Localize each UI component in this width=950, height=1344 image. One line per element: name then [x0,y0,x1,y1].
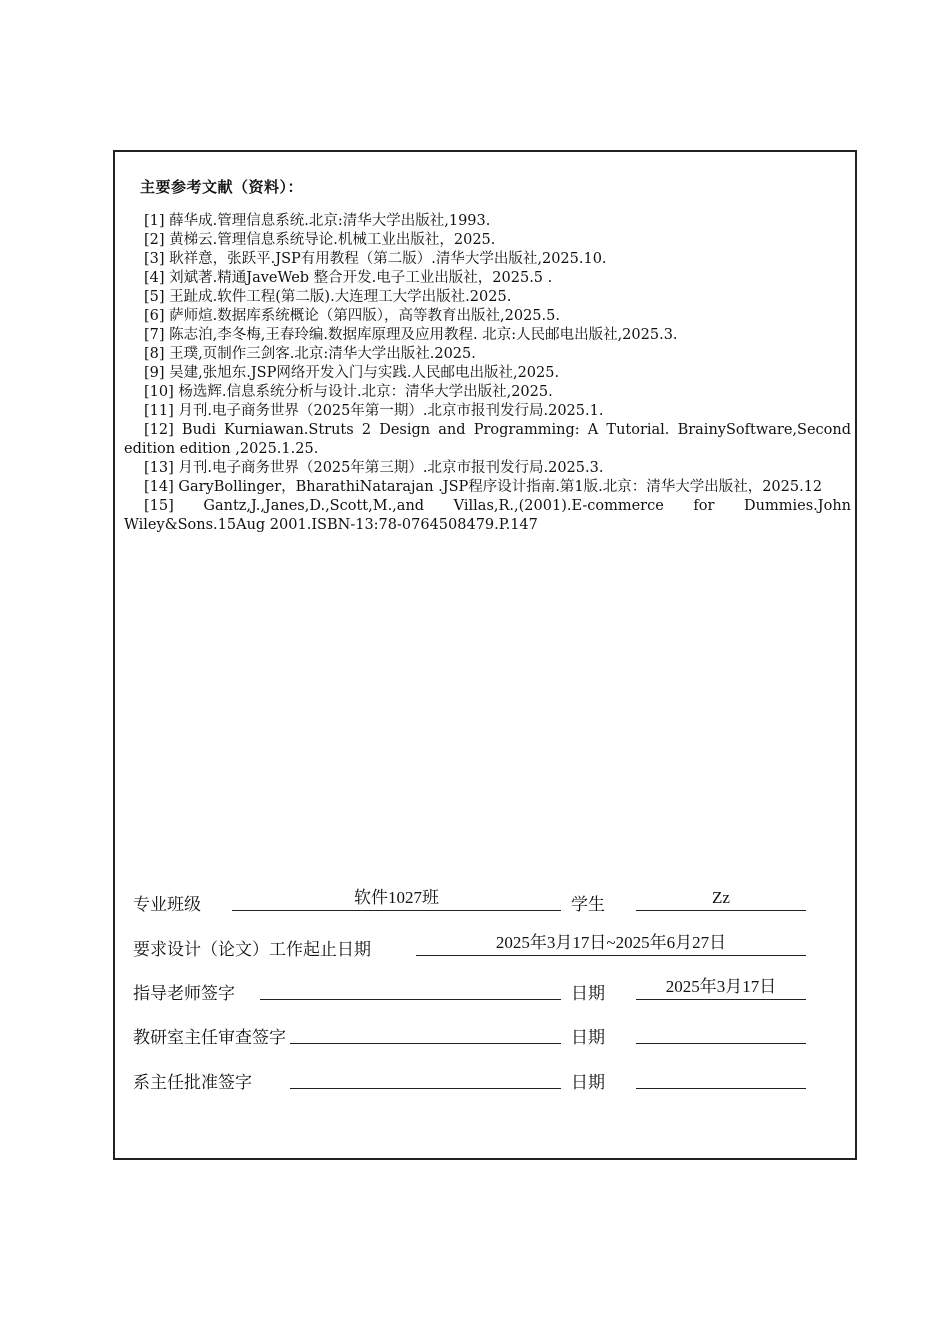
period-label: 要求设计（论文）工作起止日期 [133,940,371,959]
document-frame [113,150,857,1160]
advisor-signature-field[interactable] [260,977,561,1000]
reference-item: [2] 黄梯云.管理信息系统导论.机械工业出版社，2025. [144,232,496,248]
reference-item: [8] 王璞,页制作三剑客.北京:清华大学出版社.2025. [144,346,476,362]
reference-item: [15] Gantz,J.,Janes,D.,Scott,M.,and Villas,R.,(2001).E-commerce for Dummies.John Wiley&Sons.15Aug 2001.ISBN-13:78-0764508479.P.147 [124,498,851,533]
reference-item: [9] 吴建,张旭东.JSP网络开发入门与实践.人民邮电出版社,2025. [144,365,560,381]
advisor-signature-label: 指导老师签字 [133,984,235,1003]
date-label: 日期 [571,984,605,1003]
reference-item: [6] 萨师煊.数据库系统概论（第四版），高等教育出版社,2025.5. [144,308,560,324]
dept-signature-field[interactable] [290,1066,561,1089]
reference-item: [4] 刘斌著.精通JaveWeb 整合开发.电子工业出版社，2025.5 . [144,270,553,286]
date-label: 日期 [571,1073,605,1092]
dept-signature-label: 系主任批准签字 [133,1073,252,1092]
class-field[interactable]: 软件1027班 [232,888,561,911]
reference-item: [14] GaryBollinger，BharathiNatarajan .JSP程序设计指南.第1版.北京：清华大学出版社，2025.12 [144,479,823,495]
office-signature-field[interactable] [290,1021,561,1044]
period-field[interactable]: 2025年3月17日~2025年6月27日 [416,933,806,956]
reference-item: [1] 薛华成.管理信息系统.北京:清华大学出版社,1993. [144,213,491,229]
date-label: 日期 [571,1028,605,1047]
reference-item: [7] 陈志泊,李冬梅,王春玲编.数据库原理及应用教程. 北京:人民邮电出版社,2025.3. [144,327,678,343]
student-label: 学生 [571,895,605,914]
reference-item: [5] 王趾成.软件工程(第二版).大连理工大学出版社.2025. [144,289,512,305]
office-signature-label: 教研室主任审查签字 [133,1028,286,1047]
advisor-date-field[interactable]: 2025年3月17日 [636,977,806,1000]
reference-item: [12] Budi Kurniawan.Struts 2 Design and Programming: A Tutorial. BrainySoftware,Second edition edition ,2025.1.25. [124,422,851,457]
dept-date-field[interactable] [636,1066,806,1089]
signature-form [115,152,855,1158]
class-label: 专业班级 [133,895,201,914]
references-title: 主要参考文献（资料）： [140,178,304,196]
student-field[interactable]: Zz [636,888,806,911]
reference-item: [11] 月刊.电子商务世界（2025年第一期）.北京市报刊发行局.2025.1. [144,403,604,419]
reference-item: [3] 耿祥意，张跃平.JSP有用教程（第二版）.清华大学出版社,2025.10. [144,251,607,267]
office-date-field[interactable] [636,1021,806,1044]
reference-item: [10] 杨选辉.信息系统分析与设计.北京：清华大学出版社,2025. [144,384,553,400]
reference-item: [13] 月刊.电子商务世界（2025年第三期）.北京市报刊发行局.2025.3. [144,460,604,476]
